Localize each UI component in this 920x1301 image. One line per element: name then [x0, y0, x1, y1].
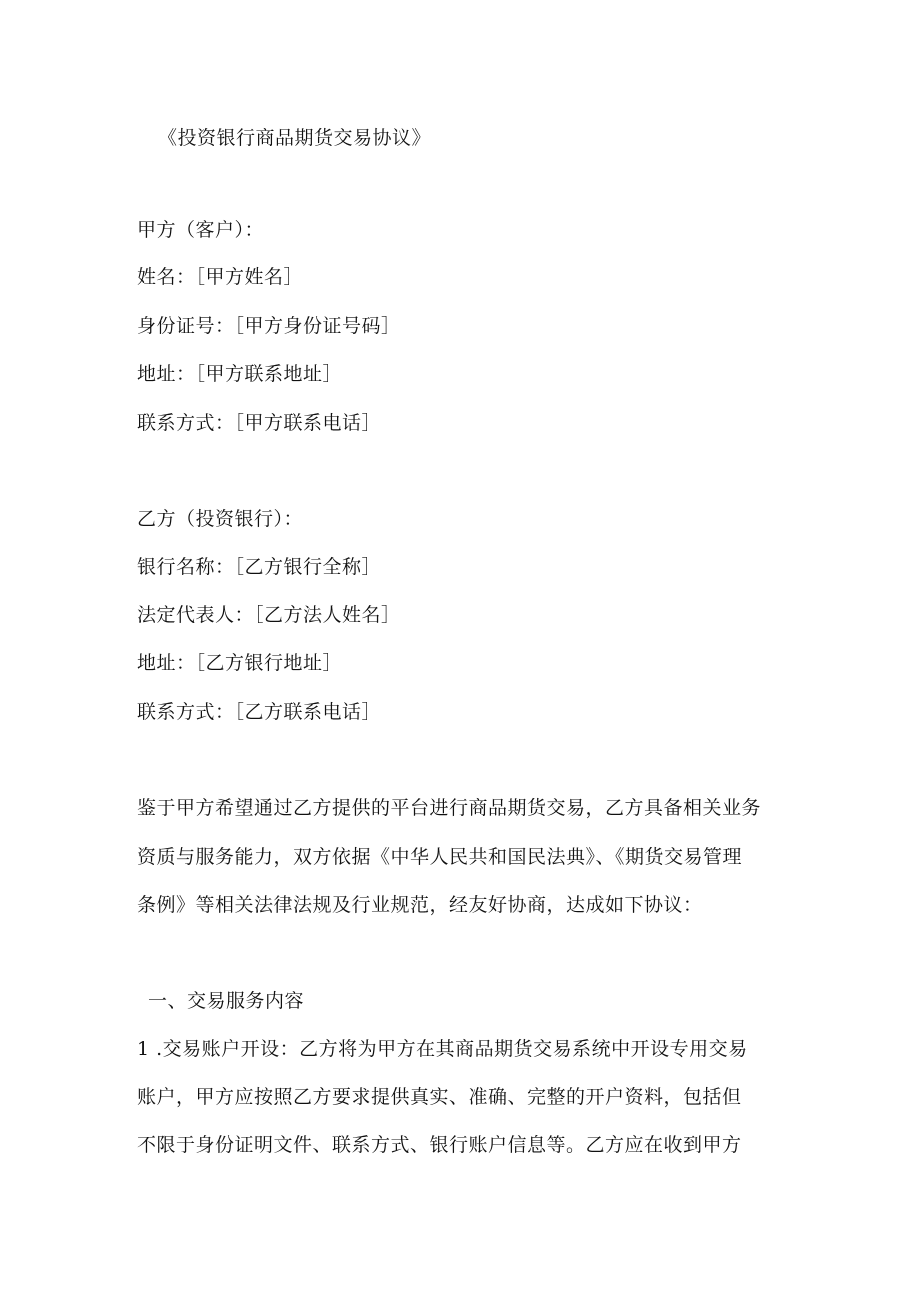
- document-title: 《投资银行商品期货交易协议》: [158, 127, 432, 149]
- clause-line: 不限于身份证明文件、联系方式、银行账户信息等。乙方应在收到甲方: [137, 1134, 742, 1156]
- clause-line: 1 .交易账户开设：乙方将为甲方在其商品期货交易系统中开设专用交易: [137, 1038, 748, 1060]
- party-a-address: 地址：［甲方联系地址］: [137, 363, 343, 385]
- party-b-bank-name: 银行名称：［乙方银行全称］: [137, 556, 382, 578]
- party-a-id-number: 身份证号：［甲方身份证号码］: [137, 315, 401, 337]
- section-heading: 一、交易服务内容: [148, 990, 305, 1012]
- preamble-line: 鉴于甲方希望通过乙方提供的平台进行商品期货交易，乙方具备相关业务: [137, 797, 762, 819]
- preamble-line: 资质与服务能力，双方依据《中华人民共和国民法典》、《期货交易管理: [137, 846, 743, 868]
- clause-line: 账户，甲方应按照乙方要求提供真实、准确、完整的开户资料，包括但: [137, 1086, 742, 1108]
- party-b-heading: 乙方（投资银行）：: [137, 508, 304, 530]
- party-a-contact: 联系方式：［甲方联系电话］: [137, 412, 382, 434]
- party-b-contact: 联系方式：［乙方联系电话］: [137, 701, 382, 723]
- party-a-heading: 甲方（客户）：: [137, 219, 265, 241]
- party-b-legal-rep: 法定代表人：［乙方法人姓名］: [137, 604, 401, 626]
- party-a-name: 姓名：［甲方姓名］: [137, 266, 304, 288]
- party-b-address: 地址：［乙方银行地址］: [137, 652, 343, 674]
- preamble-line: 条例》等相关法律法规及行业规范，经友好协商，达成如下协议：: [137, 894, 703, 916]
